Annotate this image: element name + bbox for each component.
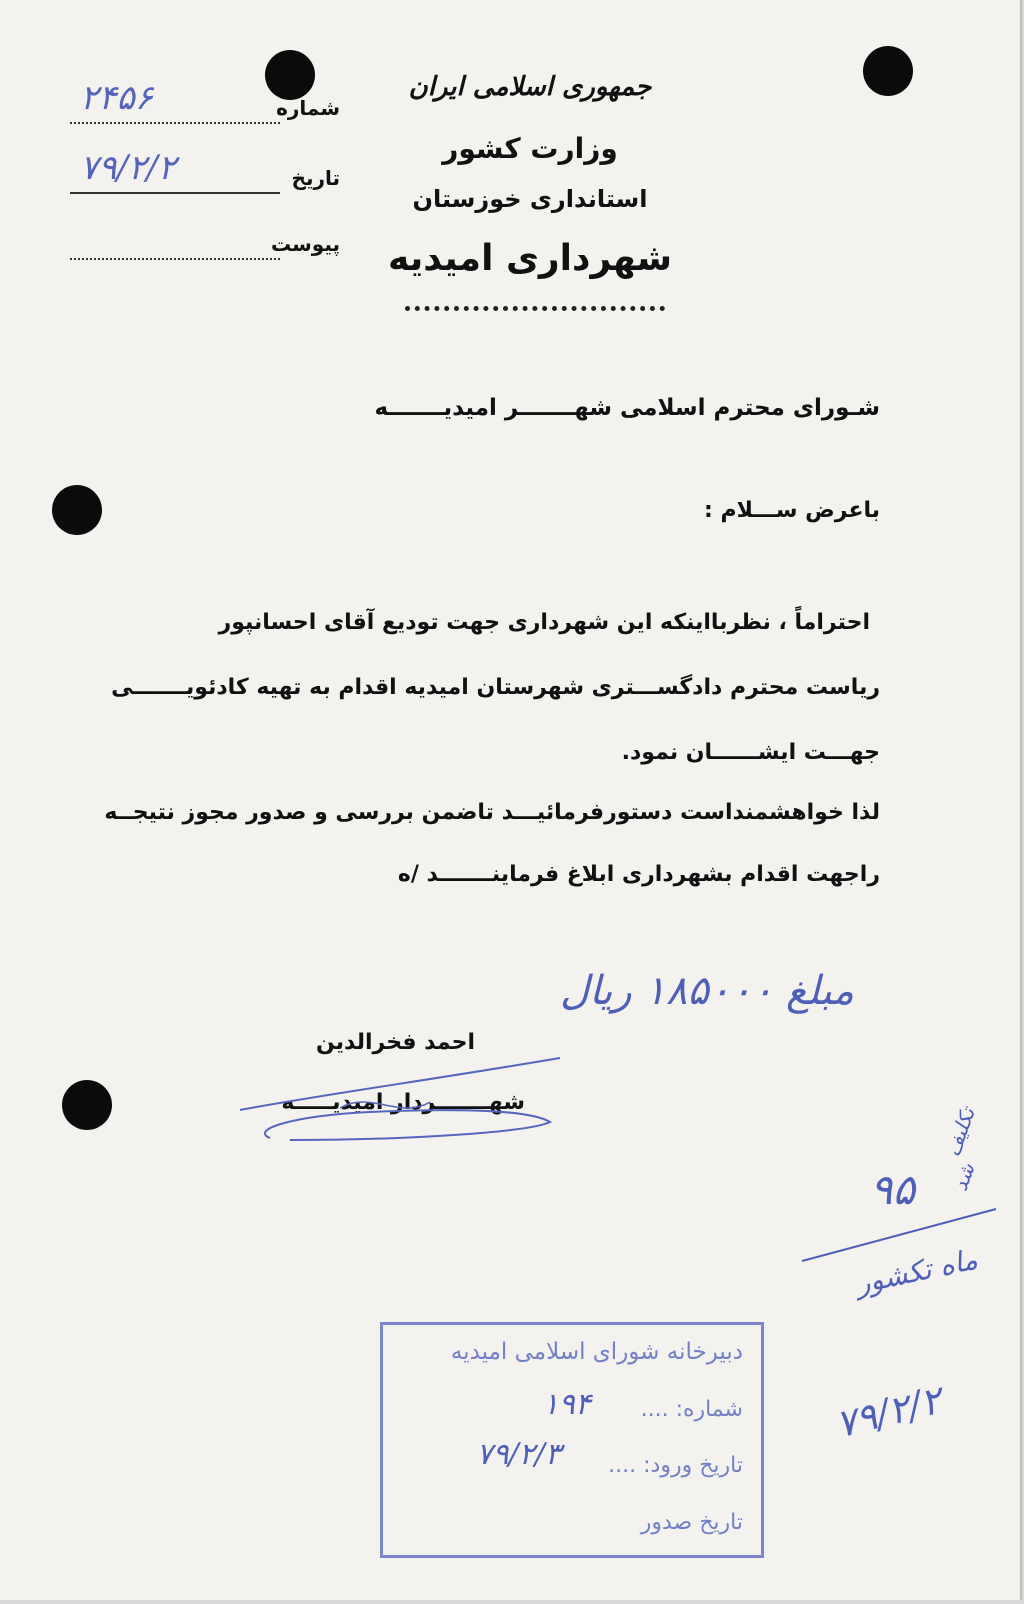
date-label: تاریخ	[291, 166, 340, 190]
number-dotted-line	[70, 122, 280, 124]
attachment-field	[70, 228, 340, 268]
paragraph-line-2: ریاست محترم دادگســـتری شهرستان امیدیه اقدام به تهیه کادئویـــــــی	[111, 675, 880, 700]
stamp-out-label: تاریخ صدور	[640, 1510, 743, 1535]
signature-scribble	[230, 1050, 570, 1150]
stamp-number-value: ۱۹۴	[542, 1387, 591, 1422]
stamp-date-label: تاریخ ورود: ....	[608, 1453, 743, 1478]
note-line-2: ماه تکشور	[852, 1242, 981, 1301]
greeting-line: باعرض ســـلام :	[704, 498, 880, 523]
attachment-dotted-line	[70, 258, 280, 260]
punch-hole-lower-left	[62, 1080, 112, 1130]
header-line-1: جمهوری اسلامی ایران	[408, 72, 652, 102]
paragraph-line-3: جهـــت ایشــــــان نمود.	[621, 740, 880, 765]
number-label: شماره	[276, 96, 340, 120]
paragraph-line-5: راجهت اقدام بشهرداری ابلاغ فرماینـــــــد /ه	[397, 862, 880, 887]
signer-title: شهـــــــردار امیدیـــــه	[281, 1090, 525, 1115]
header-line-3: استانداری خوزستان	[412, 185, 648, 213]
punch-hole-middle-left	[52, 485, 102, 535]
header-line-2: وزارت کشور	[442, 132, 618, 165]
note-word-1: تکلیف	[940, 1104, 980, 1160]
recipient-line: شـورای محترم اسلامی شهـــــــر امیدیـــــــه	[374, 395, 880, 421]
number-field	[70, 78, 340, 132]
date-value: ۷۹/۲/۲	[80, 148, 176, 188]
stamp-title: دبیرخانه شورای اسلامی امیدیه	[450, 1339, 743, 1365]
handwritten-amount: مبلغ ۱۸۵۰۰۰ ریال	[560, 968, 855, 1014]
header-divider	[405, 306, 665, 311]
header-line-4: شهرداری امیدیه	[387, 238, 673, 279]
note-number: ۹۵	[870, 1165, 916, 1214]
paragraph-line-4: لذا خواهشمنداست دستورفرمائیـــد تاضمن بررسی و صدور مجوز نتیجــه	[104, 800, 880, 825]
punch-hole-top-right	[863, 46, 913, 96]
secretariat-stamp	[380, 1322, 764, 1558]
stamp-number-label: شماره: ....	[640, 1397, 743, 1422]
number-value: ۲۴۵۶	[80, 78, 154, 118]
stamp-date-value: ۷۹/۲/۳	[476, 1437, 561, 1472]
date-field	[70, 148, 340, 202]
paragraph-line-1: احتراماً ، نظربااینکه این شهرداری جهت تودیع آقای احسانپور	[218, 610, 870, 635]
signer-name: احمد فخرالدین	[315, 1030, 475, 1055]
note-word-2: شد	[947, 1160, 980, 1194]
handwritten-right-date: ۷۹/۲/۲	[831, 1377, 946, 1447]
date-dotted-line	[70, 192, 280, 194]
attachment-label: پیوست	[270, 232, 340, 256]
